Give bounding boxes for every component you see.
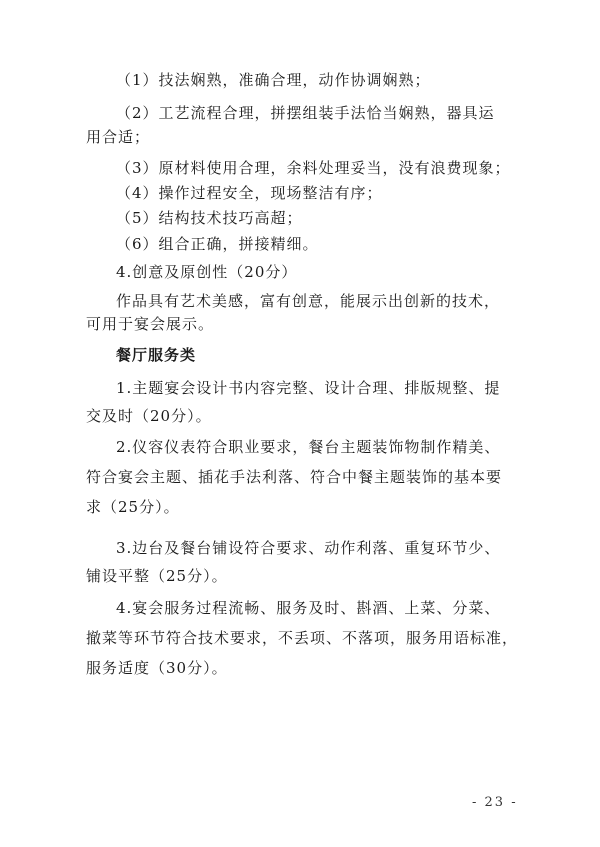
service-item-3-line-1: 3.边台及餐台铺设符合要求、动作利落、重复环节少、	[116, 539, 501, 557]
service-item-1-line-2: 交及时（20分）。	[86, 407, 212, 425]
criteria-item-4: （4）操作过程安全，现场整洁有序；	[116, 184, 383, 202]
section-heading: 餐厅服务类	[116, 346, 197, 364]
criteria-item-6: （6）组合正确，拼接精细。	[116, 235, 319, 253]
service-item-4-line-2: 撤菜等环节符合技术要求，不丢项、不落项，服务用语标准，	[86, 629, 519, 647]
criteria-item-5: （5）结构技术技巧高超；	[116, 209, 303, 227]
creativity-text-line-1: 作品具有艺术美感，富有创意，能展示出创新的技术，	[116, 292, 501, 310]
service-item-2-line-2: 符合宴会主题、插花手法利落、符合中餐主题装饰的基本要	[86, 468, 503, 486]
service-item-3-line-2: 铺设平整（25分）。	[86, 567, 228, 585]
page-number: - 23 -	[472, 795, 518, 810]
service-item-1-line-1: 1.主题宴会设计书内容完整、设计合理、排版规整、提	[116, 379, 501, 397]
criteria-item-3: （3）原材料使用合理，余料处理妥当，没有浪费现象；	[116, 159, 511, 177]
creativity-text-line-2: 可用于宴会展示。	[86, 315, 215, 333]
service-item-4-line-3: 服务适度（30分）。	[86, 659, 228, 677]
criteria-item-2: （2）工艺流程合理，拼摆组装手法恰当娴熟，器具运	[116, 104, 495, 122]
creativity-title: 4.创意及原创性（20分）	[116, 263, 298, 281]
service-item-2-line-3: 求（25分）。	[86, 498, 180, 516]
criteria-item-2-continued: 用合适；	[86, 128, 151, 146]
criteria-item-1: （1）技法娴熟，准确合理，动作协调娴熟；	[116, 71, 431, 89]
service-item-2-line-1: 2.仪容仪表符合职业要求，餐台主题装饰物制作精美、	[116, 438, 501, 456]
service-item-4-line-1: 4.宴会服务过程流畅、服务及时、斟酒、上菜、分菜、	[116, 599, 501, 617]
